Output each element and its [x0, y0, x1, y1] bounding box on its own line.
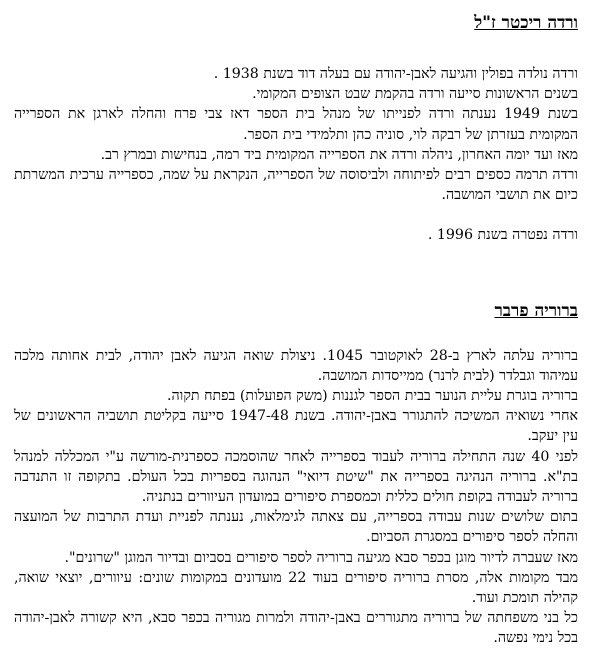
paragraph: ברוריה עלתה לארץ ב-28 לאוקטובר 1045. ניצולת שואה הגיעה לאבן יהודה, לבית אחותה מלכה עמיהוד וגבלדר (לבית לרנר) ממייסדות המושבה. [14, 347, 579, 384]
section-title-varda: ורדה ריכטר ז"ל [474, 13, 578, 33]
paragraph: בתום שלושים שנות עבודה בספרייה, עם צאתה לגימלאות, נענתה לפניית ועדת התרבות של המועצה והחלה לספר סיפורים במסגרת הסביום. [14, 509, 578, 546]
paragraph: ורדה תרמה כספים רבים לפיתוחה ולביסוסה של הספרייה, הנקראת על שמה, כספרייה ערכית המשרתת כיום את תושבי המושבה. [14, 167, 578, 204]
paragraph: בשנת 1949 נענתה ורדה לפנייתו של מנהל בית הספר דאז צבי פרח והחלה לארגן את הספרייה המקומית בעזרתן של רבקה לוי, סוניה כהן ותלמידי בית הספר. [14, 106, 578, 143]
paragraph: מאז ועד יומה האחרון, ניהלה ורדה את הספרייה המקומית ביד רמה, בנחישות ובמרץ רב. [100, 146, 578, 163]
paragraph: מאז שעברה לדיור מוגן בכפר סבא מגיעה ברוריה לספר סיפורים בסביום ובדיור המוגן "שרונים". [64, 549, 578, 566]
paragraph: כל בני משפחתה של ברוריה מתגוררים באבן-יהודה ולמרות מגוריה בכפר סבא, היא קשורה לאבן-יהודה בכל נימי נפשה. [14, 610, 578, 647]
paragraph: ברוריה בוגרת עליית הנוער בבית הספר לגננות (משק הפועלות) בפתח תקוה. [167, 388, 578, 405]
section-title-bruria: ברוריה פרבר [494, 300, 578, 321]
paragraph: אחרי נשואיה המשיכה להתגורר באבן-יהודה. בשנת 1947-48 סייעה בקליטת תושביה הראשונים של עין יעקב. [14, 408, 578, 445]
paragraph: ורדה נולדה בפולין והגיעה לאבן-יהודה עם בעלה דוד בשנת 1938 . [213, 66, 578, 82]
paragraph: ורדה נפטרה בשנת 1996 . [427, 227, 578, 244]
paragraph: מבד מקומות אלה, מסרת ברוריה סיפורים בעוד 22 מועדונים במקומות שונים: עיוורים, יוצאי שואה, קהילה תומכת ועוד. [14, 569, 578, 607]
section-body-bruria [14, 346, 578, 649]
paragraph: בשנים הראשונות סייעה ורדה בהקמת שבט הצופים המקומי. [252, 86, 578, 103]
section-body-varda [14, 64, 578, 246]
paragraph: לפני 40 שנה התחילה ברוריה לעבוד בספרייה לאחר שהוסמכה כספרנית-מורשה ע"י המכללה למנהל בת"א. ברוריה הנהיגה בספרייה את "שיטת דיואי" הנהוגה בספריות בכל העולם. בתקופה זו התנדבה ברוריה לעבודה בקופת חולים כללית וכמספרת סיפורים במועדון העיוורים בנתניה. [14, 448, 578, 506]
